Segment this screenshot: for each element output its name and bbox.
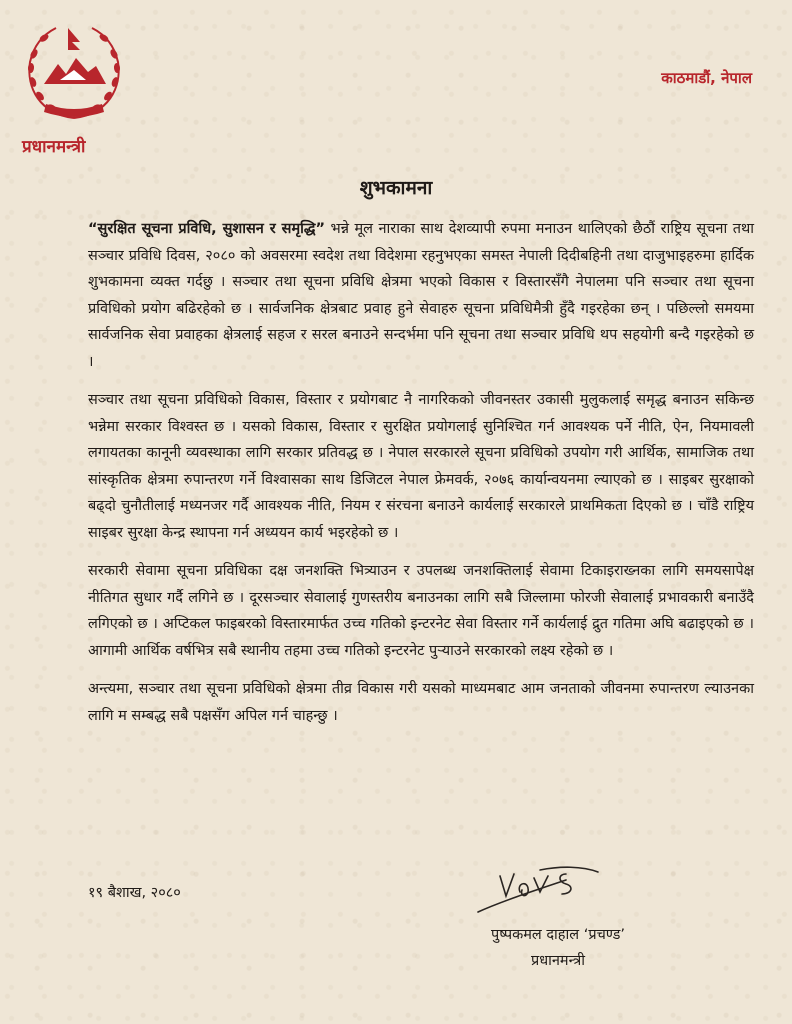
paragraph-1 xyxy=(88,216,754,375)
paragraph-4: अन्त्यमा, सञ्चार तथा सूचना प्रविधिको क्षेत्रमा तीव्र विकास गरी यसको माध्यमबाट आम जनताको जीवनमा रुपान्तरण ल्याउनका लागि म सम्बद्ध सबै पक्षसँग अपिल गर्न चाहन्छु । xyxy=(88,681,754,724)
location-label: काठमाडौं, नेपाल xyxy=(661,69,752,87)
letter-date: १९ बैशाख, २०८० xyxy=(88,885,181,901)
office-label: प्रधानमन्त्री xyxy=(22,137,86,157)
nepal-national-emblem-icon xyxy=(20,22,128,126)
signer-designation: प्रधानमन्त्री xyxy=(530,953,586,969)
signer-name: पुष्पकमल दाहाल ‘प्रचण्ड’ xyxy=(490,927,626,943)
handwritten-signature-icon xyxy=(470,862,610,918)
document-title: शुभकामना xyxy=(359,177,433,199)
slogan: “सुरक्षित सूचना प्रविधि, सुशासन र समृद्धि” xyxy=(88,221,326,237)
paragraph-2: सञ्चार तथा सूचना प्रविधिको विकास, विस्तार र प्रयोगबाट नै नागरिकको जीवनस्तर उकासी मुलुकलाई समृद्ध बनाउन सकिन्छ भन्नेमा सरकार विश्वस्त छ । यसको विकास, विस्तार र सुरक्षित प्रयोगलाई सुनिश्चित गर्न आवश्यक पर्ने नीति, ऐन, नियमावली लगायतका कानूनी व्यवस्थाका लागि सरकार प्रतिवद्ध छ । नेपाल सरकारले सूचना प्रविधिको उपयोग गरी आर्थिक, सामाजिक तथा सांस्कृतिक क्षेत्रमा रुपान्तरण गर्ने विश्वासका साथ डिजिटल नेपाल फ्रेमवर्क, २०७६ कार्यान्वयनमा ल्याएको छ । साइबर सुरक्षाको बढ्दो चुनौतीलाई मध्यनजर गर्दै आवश्यक नीति, नियम र संरचना बनाउने कार्यलाई सरकारले प्राथमिकता दिएको छ । चाँडै राष्ट्रिय साइबर सुरक्षा केन्द्र स्थापना गर्न अध्ययन कार्य भइरहेको छ । xyxy=(88,392,754,541)
paragraph-1-text: भन्ने मूल नाराका साथ देशव्यापी रुपमा मनाउन थालिएको छैठौं राष्ट्रिय सूचना तथा सञ्चार प्रविधि दिवस, २०८० को अवसरमा स्वदेश तथा विदेशमा रहनुभएका समस्त नेपाली दिदीबहिनी तथा दाजुभाइहरुमा हार्दिक शुभकामना व्यक्त गर्दछु । सञ्चार तथा सूचना प्रविधि क्षेत्रमा भएको विकास र विस्तारसँगै नेपालमा पनि सञ्चार तथा सूचना प्रविधिको प्रयोग बढिरहेको छ । सार्वजनिक क्षेत्रबाट प्रवाह हुने सेवाहरु सूचना प्रविधिमैत्री हुँदै गइरहेका छन् । पछिल्लो समयमा सार्वजनिक सेवा प्रवाहका क्षेत्रलाई सहज र सरल बनाउने सन्दर्भमा पनि सूचना तथा सञ्चार प्रविधि थप सहयोगी बन्दै गइरहेको छ । xyxy=(88,221,754,370)
letter-body xyxy=(88,216,754,741)
paragraph-3: सरकारी सेवामा सूचना प्रविधिका दक्ष जनशक्ति भित्र्याउन र उपलब्ध जनशक्तिलाई सेवामा टिकाइराख्नका लागि समयसापेक्ष नीतिगत सुधार गर्दै लगिने छ । दूरसञ्चार सेवालाई गुणस्तरीय बनाउनका लागि सबै जिल्लामा फोरजी सेवालाई प्रभावकारी बनाउँदै लगिएको छ । अप्टिकल फाइबरको विस्तारमार्फत उच्च गतिको इन्टरनेट सेवा विस्तार गर्ने कार्यलाई द्रुत गतिमा अघि बढाइएको छ । आगामी आर्थिक वर्षभित्र सबै स्थानीय तहमा उच्च गतिको इन्टरनेट पुर्‍याउने सरकारको लक्ष्य रहेको छ । xyxy=(88,563,754,659)
signer-block xyxy=(448,922,668,974)
